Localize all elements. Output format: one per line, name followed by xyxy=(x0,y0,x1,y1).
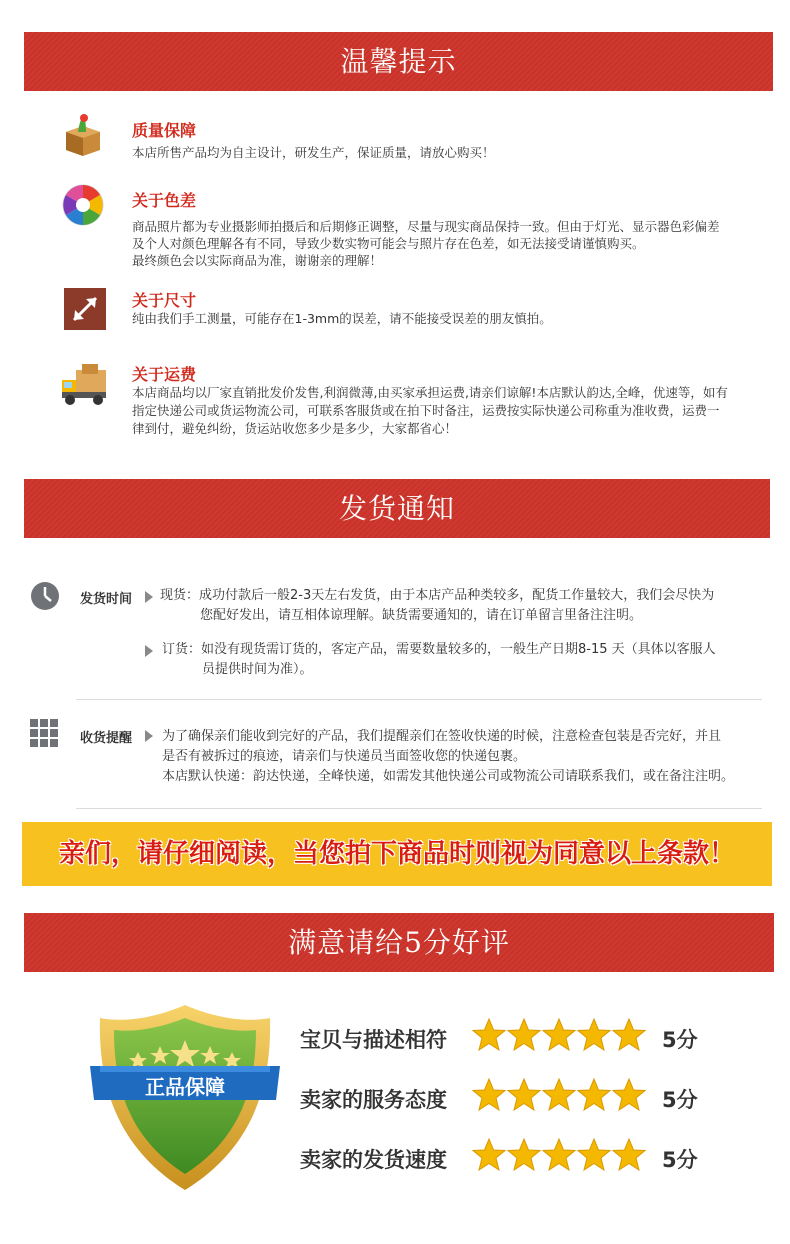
tip-size-title: 关于尺寸 xyxy=(132,291,197,310)
rating-score: 5分 xyxy=(662,1088,698,1112)
tip-color-title: 关于色差 xyxy=(132,191,197,210)
star-icon xyxy=(542,1138,576,1172)
order-line: 员提供时间为准）。 xyxy=(202,662,313,677)
order-line: 订货：如没有现货需订货的，客定产品，需要数量较多的，一般生产日期8-15 天（具体以客服人 xyxy=(162,642,716,657)
rating-label: 卖家的发货速度 xyxy=(300,1148,447,1172)
bullet-arrow-icon xyxy=(145,591,153,603)
star-icon xyxy=(472,1078,506,1112)
clock-icon xyxy=(30,581,60,611)
tip-freight-body xyxy=(132,384,768,438)
star-icon xyxy=(472,1138,506,1172)
resize-arrow-icon xyxy=(64,288,106,330)
tip-quality-body xyxy=(132,144,768,161)
star-icon xyxy=(577,1078,611,1112)
star-rating xyxy=(472,1018,647,1058)
shipping-time-label: 发货时间 xyxy=(80,592,133,607)
tip-line: 指定快递公司或货运物流公司，可联系客服货或在拍下时备注，运费按实际快递公司称重为准收费，运费一 xyxy=(132,403,720,418)
star-rating xyxy=(472,1078,647,1118)
tip-line: 本店商品均以厂家直销批发价发售,利润微薄,由买家承担运费,请亲们谅解!本店默认韵达,全峰，优速等，如有 xyxy=(132,385,728,400)
divider xyxy=(76,808,762,809)
tip-line: 商品照片都为专业摄影师拍摄后和后期修正调整，尽量与现实商品保持一致。但由于灯光、显示器色彩偏差 xyxy=(132,219,720,234)
rating-row-delivery xyxy=(300,1138,720,1178)
stock-line: 您配好发出，请互相体谅理解。缺货需要通知的，请在订单留言里备注注明。 xyxy=(200,608,643,623)
tip-line: 律到付，避免纠纷，货运站收您多少是多少，大家都省心！ xyxy=(132,421,458,436)
receive-line: 是否有被拆过的痕迹，请亲们与快递员当面签收您的快递包裹。 xyxy=(162,749,527,764)
star-icon xyxy=(542,1078,576,1112)
star-icon xyxy=(472,1018,506,1052)
truck-icon xyxy=(60,362,110,408)
rating-row-service xyxy=(300,1078,720,1118)
shipping-title: 发货通知 xyxy=(338,492,455,525)
star-icon xyxy=(507,1018,541,1052)
rating-score: 5分 xyxy=(662,1148,698,1172)
tip-line: 最终颜色会以实际商品为准，谢谢亲的理解！ xyxy=(132,253,383,268)
badge-label: 正品保障 xyxy=(145,1075,225,1099)
rating-label: 宝贝与描述相符 xyxy=(300,1028,447,1052)
rating-label: 卖家的服务态度 xyxy=(300,1088,447,1112)
tip-quality xyxy=(60,112,770,162)
bullet-arrow-icon xyxy=(145,645,153,657)
star-icon xyxy=(612,1138,646,1172)
tip-color xyxy=(60,182,770,272)
order-text xyxy=(162,640,762,680)
tip-line: 及个人对颜色理解各有不同，导致少数实物可能会与照片存在色差，如无法接受请谨慎购买。 xyxy=(132,236,645,251)
receive-label: 收货提醒 xyxy=(80,731,133,746)
color-wheel-icon xyxy=(60,182,106,228)
warning-banner xyxy=(22,822,772,886)
tip-line: 纯由我们手工测量，可能存在1-3mm的误差，请不能接受误差的朋友慎拍。 xyxy=(132,311,552,326)
receive-line: 本店默认快递：韵达快递，全峰快递，如需发其他快递公司或物流公司请联系我们，或在备注注明。 xyxy=(162,769,735,784)
star-icon xyxy=(612,1078,646,1112)
star-icon xyxy=(542,1018,576,1052)
stock-line: 现货：成功付款后一般2-3天左右发货，由于本店产品种类较多，配货工作量较大，我们会尽快为 xyxy=(160,588,715,603)
star-rating xyxy=(472,1138,647,1178)
tip-size xyxy=(60,288,770,338)
rating-row-description xyxy=(300,1018,720,1058)
star-icon xyxy=(507,1138,541,1172)
tips-banner xyxy=(24,32,773,91)
bullet-arrow-icon xyxy=(145,730,153,742)
receive-line: 为了确保亲们能收到完好的产品，我们提醒亲们在签收快递的时候，注意检查包装是否完好，并且 xyxy=(162,729,722,744)
star-icon xyxy=(577,1018,611,1052)
star-icon xyxy=(507,1078,541,1112)
rating-banner xyxy=(24,913,774,972)
receive-text xyxy=(162,727,772,787)
star-icon xyxy=(577,1138,611,1172)
rating-title: 满意请给5分好评 xyxy=(288,926,510,959)
tips-title: 温馨提示 xyxy=(340,45,457,78)
stock-text xyxy=(160,586,760,626)
warning-text: 亲们，请仔细阅读，当您拍下商品时则视为同意以上条款！ xyxy=(58,839,735,869)
tip-quality-title: 质量保障 xyxy=(132,121,197,140)
box-icon xyxy=(60,112,106,158)
shipping-banner xyxy=(24,479,770,538)
tip-freight xyxy=(60,360,770,440)
tip-size-body xyxy=(132,310,768,327)
tip-color-body xyxy=(132,218,768,269)
rating-score: 5分 xyxy=(662,1028,698,1052)
tip-line: 本店所售产品均为自主设计，研发生产，保证质量，请放心购买！ xyxy=(132,145,495,160)
grid-icon xyxy=(30,719,58,747)
star-icon xyxy=(612,1018,646,1052)
divider xyxy=(76,699,762,700)
tip-freight-title: 关于运费 xyxy=(132,365,197,384)
